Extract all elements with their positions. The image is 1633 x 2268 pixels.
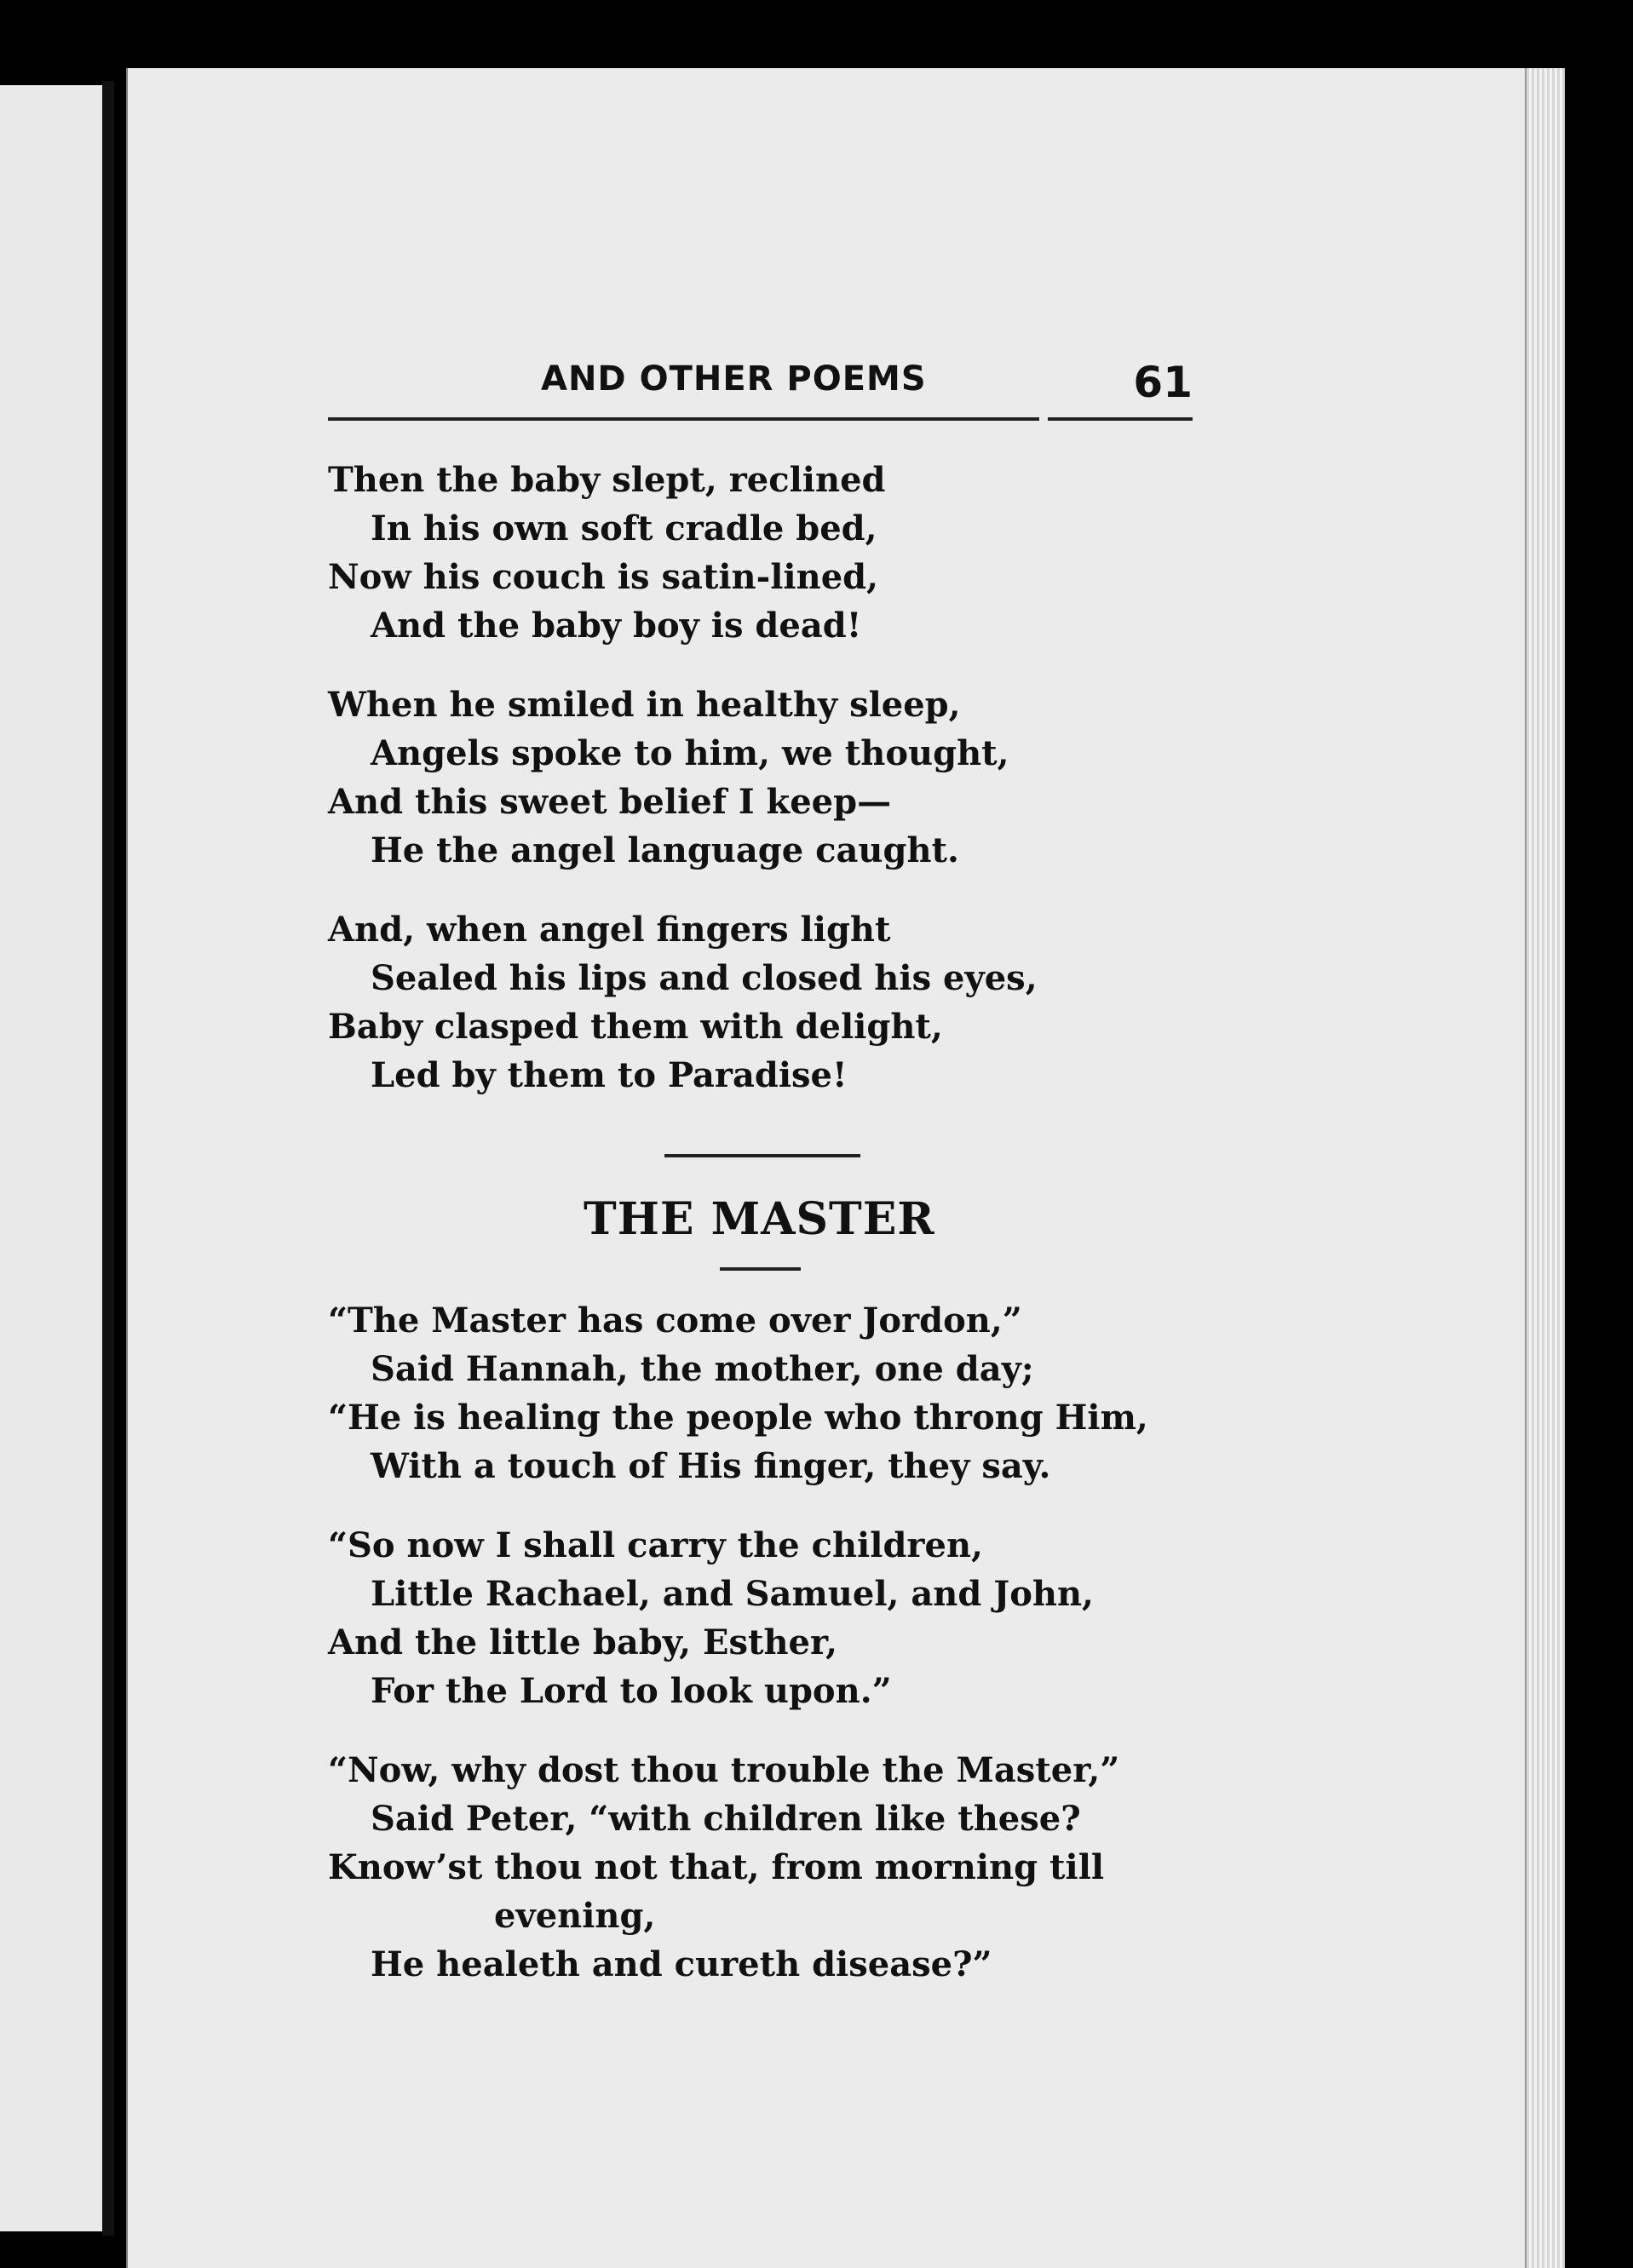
section-divider bbox=[664, 1154, 860, 1157]
verse-line: “He is healing the people who throng Him, bbox=[328, 1398, 1148, 1438]
book-spine bbox=[102, 81, 114, 2236]
verse-line: When he smiled in healthy sleep, bbox=[328, 685, 961, 725]
stanza bbox=[328, 1296, 1231, 1490]
stanza bbox=[328, 456, 1231, 650]
verse-line: And the baby boy is dead! bbox=[371, 606, 862, 646]
stanza bbox=[328, 1746, 1231, 1989]
verse-line: Know’st thou not that, from morning till bbox=[328, 1847, 1105, 1887]
verse-line: And the little baby, Esther, bbox=[328, 1622, 838, 1662]
verse-line: evening, bbox=[494, 1896, 656, 1936]
verse-line: In his own soft cradle bed, bbox=[371, 508, 877, 548]
poem-title: THE MASTER bbox=[584, 1193, 935, 1245]
header-rule-short bbox=[1048, 417, 1193, 421]
page-number: 61 bbox=[1133, 358, 1193, 407]
verse-line: Then the baby slept, reclined bbox=[328, 460, 886, 500]
verse-line: Led by them to Paradise! bbox=[371, 1055, 848, 1095]
stanza bbox=[328, 680, 1231, 875]
verse-line: “Now, why dost thou trouble the Master,” bbox=[328, 1750, 1120, 1790]
title-rule bbox=[720, 1267, 801, 1271]
page-body bbox=[328, 456, 1231, 2019]
verse-line: For the Lord to look upon.” bbox=[371, 1671, 892, 1711]
header-rule bbox=[328, 417, 1039, 421]
verse-line: “The Master has come over Jordon,” bbox=[328, 1301, 1022, 1341]
page-stack-edge bbox=[1525, 68, 1565, 2268]
running-head: AND OTHER POEMS bbox=[541, 359, 927, 399]
verse-line: He the angel language caught. bbox=[371, 830, 959, 870]
verse-line: Said Peter, “with children like these? bbox=[371, 1799, 1081, 1839]
verse-line: Now his couch is satin-lined, bbox=[328, 557, 879, 597]
page-header bbox=[328, 349, 1193, 417]
stanza bbox=[328, 905, 1231, 1100]
stanza bbox=[328, 1521, 1231, 1715]
verse-line: Angels spoke to him, we thought, bbox=[371, 733, 1009, 773]
verse-line: Little Rachael, and Samuel, and John, bbox=[371, 1574, 1094, 1614]
verse-line: Baby clasped them with delight, bbox=[328, 1007, 943, 1047]
left-page-edge bbox=[0, 85, 109, 2231]
verse-line: And this sweet belief I keep— bbox=[328, 782, 892, 822]
verse-line: Said Hannah, the mother, one day; bbox=[371, 1349, 1034, 1389]
verse-line: With a touch of His finger, they say. bbox=[371, 1446, 1051, 1486]
verse-line: Sealed his lips and closed his eyes, bbox=[371, 958, 1038, 998]
verse-line: He healeth and cureth disease?” bbox=[371, 1944, 992, 1984]
verse-line: “So now I shall carry the children, bbox=[328, 1525, 983, 1565]
verse-line: And, when angel fingers light bbox=[328, 910, 891, 950]
